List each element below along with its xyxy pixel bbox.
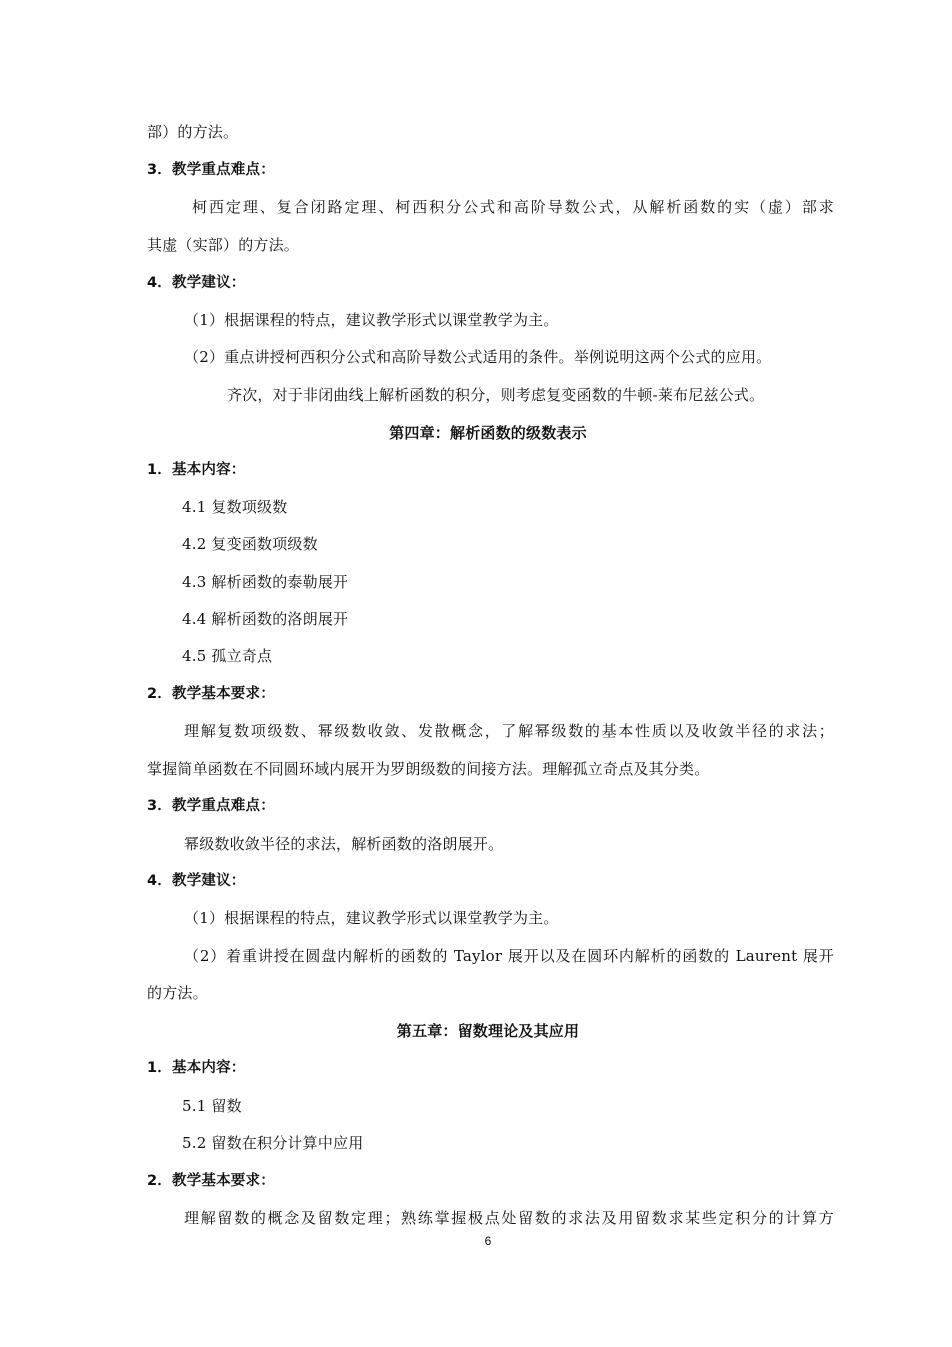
list-item: （2）重点讲授柯西积分公式和高阶导数公式适用的条件。举例说明这两个公式的应用。: [184, 348, 772, 366]
content-item: 4.4 解析函数的洛朗展开: [182, 610, 349, 628]
body-text: 幂级数收敛半径的求法，解析函数的洛朗展开。: [184, 835, 504, 853]
content-item: 5.2 留数在积分计算中应用: [182, 1134, 364, 1152]
list-item: （1）根据课程的特点，建议教学形式以课堂教学为主。: [184, 311, 559, 329]
section-heading: 4．教学建议：: [147, 873, 246, 889]
section-heading: 4．教学建议：: [147, 275, 246, 291]
content-item: 4.5 孤立奇点: [182, 647, 273, 665]
content-item: 5.1 留数: [182, 1097, 242, 1115]
body-text: 部）的方法。: [147, 123, 239, 141]
section-heading: 1．基本内容：: [147, 462, 246, 478]
list-item: （1）根据课程的特点，建议教学形式以课堂教学为主。: [184, 909, 559, 927]
body-text: 柯西定理、复合闭路定理、柯西积分公式和高阶导数公式，从解析函数的实（虚）部求: [192, 198, 834, 216]
body-text: 理解留数的概念及留数定理；熟练掌握极点处留数的求法及用留数求某些定积分的计算方: [184, 1209, 834, 1227]
section-heading: 2．教学基本要求：: [147, 686, 275, 702]
content-item: 4.2 复变函数项级数: [182, 535, 318, 553]
body-text: 的方法。: [147, 984, 208, 1002]
section-heading: 3．教学重点难点：: [147, 162, 275, 178]
body-text: 掌握简单函数在不同圆环域内展开为罗朗级数的间接方法。理解孤立奇点及其分类。: [147, 760, 710, 778]
body-text: 理解复数项级数、幂级数收敛、发散概念，了解幂级数的基本性质以及收敛半径的求法；: [184, 722, 834, 740]
section-heading: 2．教学基本要求：: [147, 1173, 275, 1189]
section-heading: 3．教学重点难点：: [147, 798, 275, 814]
chapter-title: 第五章：留数理论及其应用: [396, 1022, 580, 1040]
page-number: 6: [484, 1234, 492, 1248]
list-item: （2）着重讲授在圆盘内解析的函数的 Taylor 展开以及在圆环内解析的函数的 Laurent 展开: [184, 947, 834, 965]
body-text: 齐次，对于非闭曲线上解析函数的积分，则考虑复变函数的牛顿-莱布尼兹公式。: [227, 386, 765, 404]
section-heading: 1．基本内容：: [147, 1060, 246, 1076]
chapter-title: 第四章：解析函数的级数表示: [389, 424, 587, 442]
content-item: 4.1 复数项级数: [182, 498, 288, 516]
content-item: 4.3 解析函数的泰勒展开: [182, 573, 349, 591]
body-text: 其虚（实部）的方法。: [147, 236, 300, 254]
